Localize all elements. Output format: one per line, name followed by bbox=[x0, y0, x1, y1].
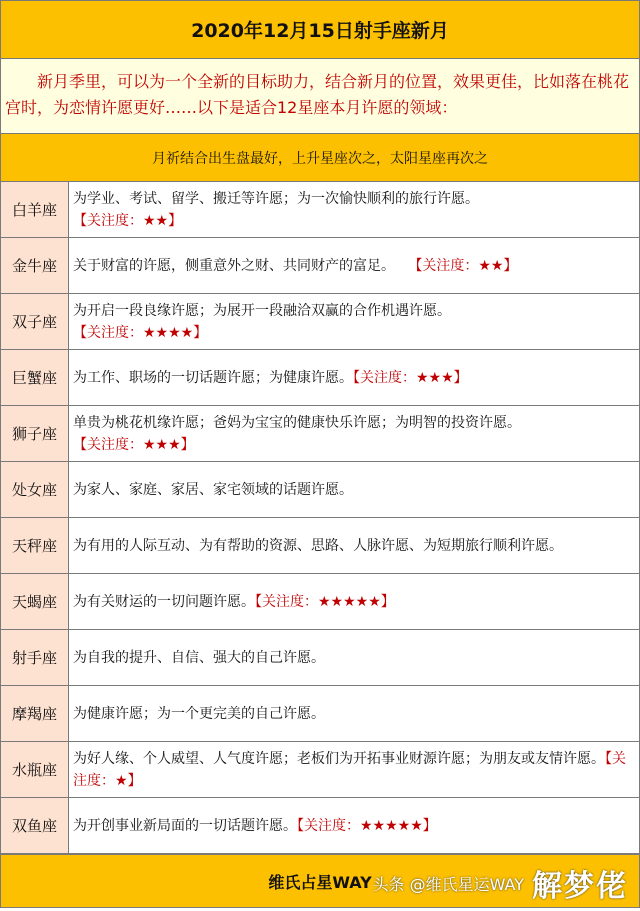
sign-name: 射手座 bbox=[1, 630, 69, 685]
table-row bbox=[1, 518, 639, 574]
attention-close: 】 bbox=[503, 257, 518, 274]
sign-name: 天蝎座 bbox=[1, 574, 69, 629]
intro-paragraph: 新月季里，可以为一个全新的目标助力，结合新月的位置，效果更佳，比如落在桃花宫时，为恋情许愿更好……以下是适合12星座本月许愿的领域： bbox=[1, 59, 639, 134]
attention-label: 【关注度： bbox=[73, 436, 143, 453]
attention-close: 】 bbox=[168, 212, 183, 229]
sign-name: 巨蟹座 bbox=[1, 350, 69, 405]
attention-label: 【关注度： bbox=[73, 212, 143, 229]
sign-rows bbox=[1, 182, 639, 854]
wish-description bbox=[69, 630, 639, 685]
page-title: 2020年12月15日射手座新月 bbox=[1, 1, 639, 59]
attention-stars: ★★★★★ bbox=[360, 817, 423, 834]
attention-close: 】 bbox=[193, 324, 208, 341]
attention-label: 【关注度： bbox=[73, 750, 626, 789]
wish-description bbox=[69, 798, 639, 853]
wish-text: 为自我的提升、自信、强大的自己许愿。 bbox=[73, 649, 325, 666]
table-row bbox=[1, 686, 639, 742]
wish-text: 为好人缘、个人威望、人气度许愿；老板们为开拓事业财源许愿；为朋友或友情许愿。 bbox=[73, 750, 605, 767]
attention-label: 【关注度： bbox=[408, 257, 479, 274]
attention-close: 】 bbox=[127, 772, 142, 789]
table-row bbox=[1, 294, 639, 350]
table-row bbox=[1, 574, 639, 630]
table-row bbox=[1, 630, 639, 686]
sign-name: 处女座 bbox=[1, 462, 69, 517]
wish-description bbox=[69, 182, 639, 237]
table-row bbox=[1, 182, 639, 238]
attention-label: 【关注度： bbox=[255, 593, 318, 610]
attention-label: 【关注度： bbox=[353, 369, 416, 386]
sign-name: 天秤座 bbox=[1, 518, 69, 573]
wish-description bbox=[69, 294, 639, 349]
sign-name: 水瓶座 bbox=[1, 742, 69, 797]
wish-description bbox=[69, 406, 639, 461]
table-row bbox=[1, 406, 639, 462]
attention-close: 】 bbox=[422, 817, 437, 834]
wish-text: 为健康许愿；为一个更完美的自己许愿。 bbox=[73, 705, 325, 722]
wish-description bbox=[69, 462, 639, 517]
table-row bbox=[1, 462, 639, 518]
sign-name: 白羊座 bbox=[1, 182, 69, 237]
wish-text: 为有关财运的一切问题许愿。 bbox=[73, 593, 255, 610]
wish-description bbox=[69, 518, 639, 573]
footer-brand: 维氏占星WAY bbox=[1, 854, 639, 907]
watermark bbox=[372, 861, 628, 905]
attention-stars: ★★★ bbox=[416, 369, 454, 386]
watermark-logo: 解梦佬 bbox=[532, 869, 628, 904]
sign-name: 双子座 bbox=[1, 294, 69, 349]
attention-stars: ★★★★★ bbox=[318, 593, 381, 610]
sign-name: 摩羯座 bbox=[1, 686, 69, 741]
wish-description bbox=[69, 686, 639, 741]
wish-text: 关于财富的许愿，侧重意外之财、共同财产的富足。 bbox=[73, 257, 395, 274]
attention-stars: ★★★★ bbox=[143, 324, 194, 341]
attention-stars: ★ bbox=[115, 772, 128, 789]
sign-name: 双鱼座 bbox=[1, 798, 69, 853]
attention-label: 【关注度： bbox=[73, 324, 143, 341]
wish-text: 为开启一段良缘许愿；为展开一段融洽双赢的合作机遇许愿。 bbox=[73, 302, 451, 319]
attention-stars: ★★★ bbox=[143, 436, 181, 453]
wish-text: 为工作、职场的一切话题许愿；为健康许愿。 bbox=[73, 369, 353, 386]
attention-label: 【关注度： bbox=[297, 817, 360, 834]
wish-description bbox=[69, 574, 639, 629]
sign-name: 狮子座 bbox=[1, 406, 69, 461]
subheading: 月祈结合出生盘最好，上升星座次之，太阳星座再次之 bbox=[1, 134, 639, 182]
wish-text: 为学业、考试、留学、搬迁等许愿；为一次愉快顺利的旅行许愿。 bbox=[73, 190, 479, 207]
watermark-source: 头条 @维氏星运WAY bbox=[372, 874, 524, 894]
table-row bbox=[1, 742, 639, 798]
wish-text: 为开创事业新局面的一切话题许愿。 bbox=[73, 817, 297, 834]
wish-description bbox=[69, 742, 639, 797]
attention-close: 】 bbox=[380, 593, 395, 610]
wish-text: 为有用的人际互动、为有帮助的资源、思路、人脉许愿、为短期旅行顺利许愿。 bbox=[73, 537, 563, 554]
attention-stars: ★★ bbox=[478, 257, 504, 274]
wish-text: 单贵为桃花机缘许愿；爸妈为宝宝的健康快乐许愿；为明智的投资许愿。 bbox=[73, 414, 521, 431]
attention-close: 】 bbox=[453, 369, 468, 386]
attention-stars: ★★ bbox=[143, 212, 169, 229]
wish-description bbox=[69, 238, 639, 293]
sign-name: 金牛座 bbox=[1, 238, 69, 293]
table-row bbox=[1, 350, 639, 406]
table-row bbox=[1, 238, 639, 294]
wish-text: 为家人、家庭、家居、家宅领域的话题许愿。 bbox=[73, 481, 353, 498]
attention-close: 】 bbox=[180, 436, 195, 453]
table-row bbox=[1, 798, 639, 854]
wish-description bbox=[69, 350, 639, 405]
